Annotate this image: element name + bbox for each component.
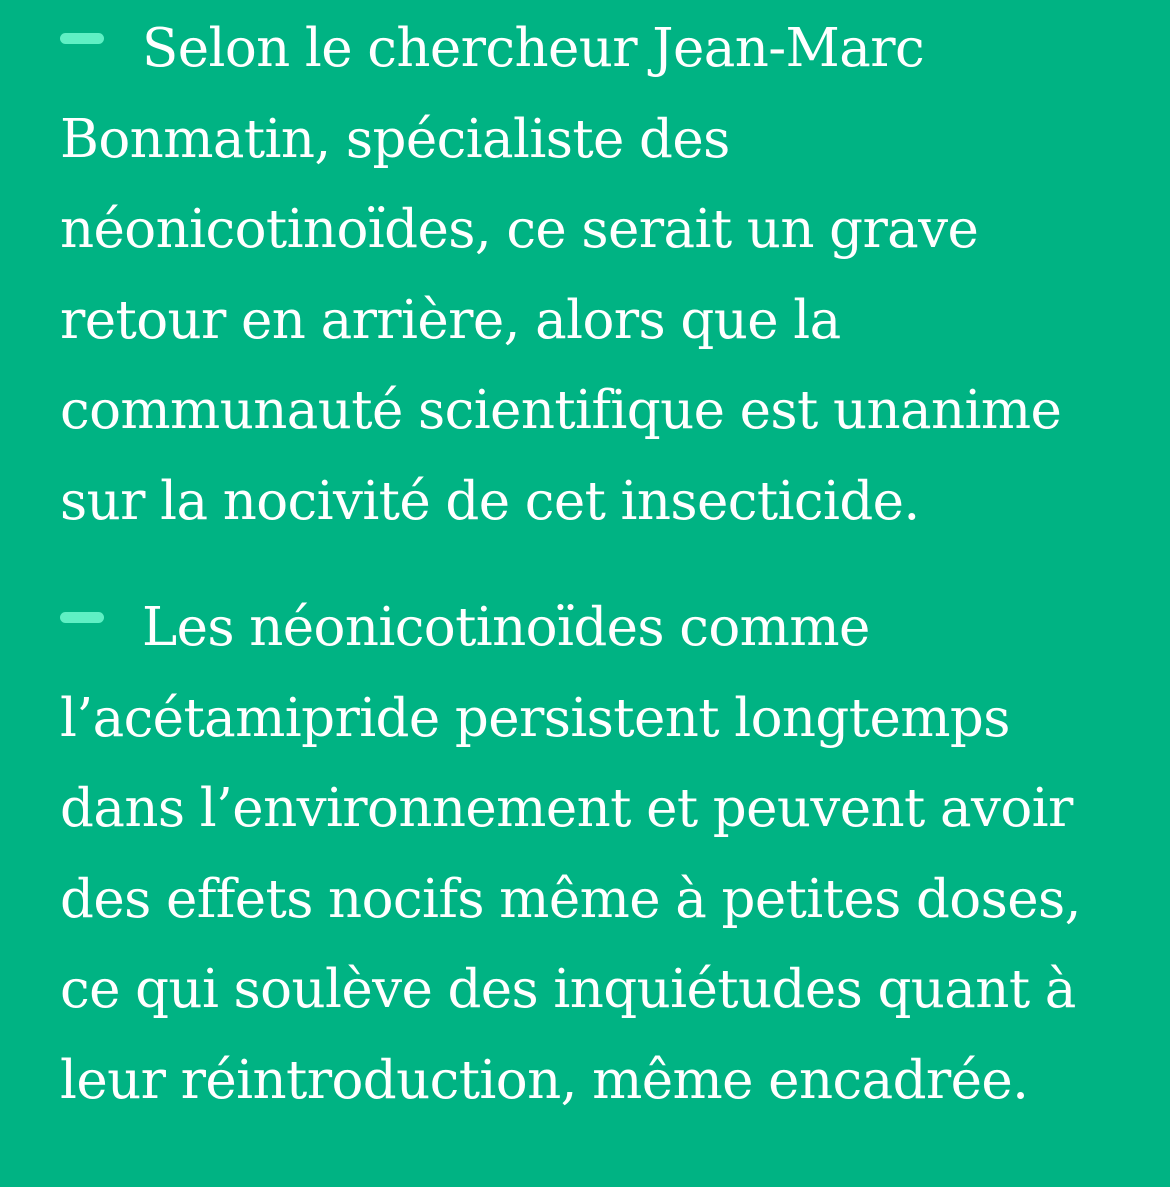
bullet-item-persistence	[60, 583, 1110, 1126]
dash-bullet-icon	[60, 33, 104, 44]
bullet-item-bonmatin	[60, 4, 1110, 547]
bullet-text-bonmatin: Selon le chercheur Jean-Marc Bonmatin, spécialiste des néonicotinoïdes, ce serait un grave retour en arrière, alors que la communauté scientifique est unanime sur la nocivité de cet insecticide.	[60, 18, 1062, 532]
bullet-text-persistence: Les néonicotinoïdes comme l’acétamipride persistent longtemps dans l’environnement et peuvent avoir des effets nocifs même à petites doses, ce qui soulève des inquiétudes quant à leur réintroduction, même encadrée.	[60, 597, 1081, 1111]
dash-bullet-icon	[60, 612, 104, 623]
